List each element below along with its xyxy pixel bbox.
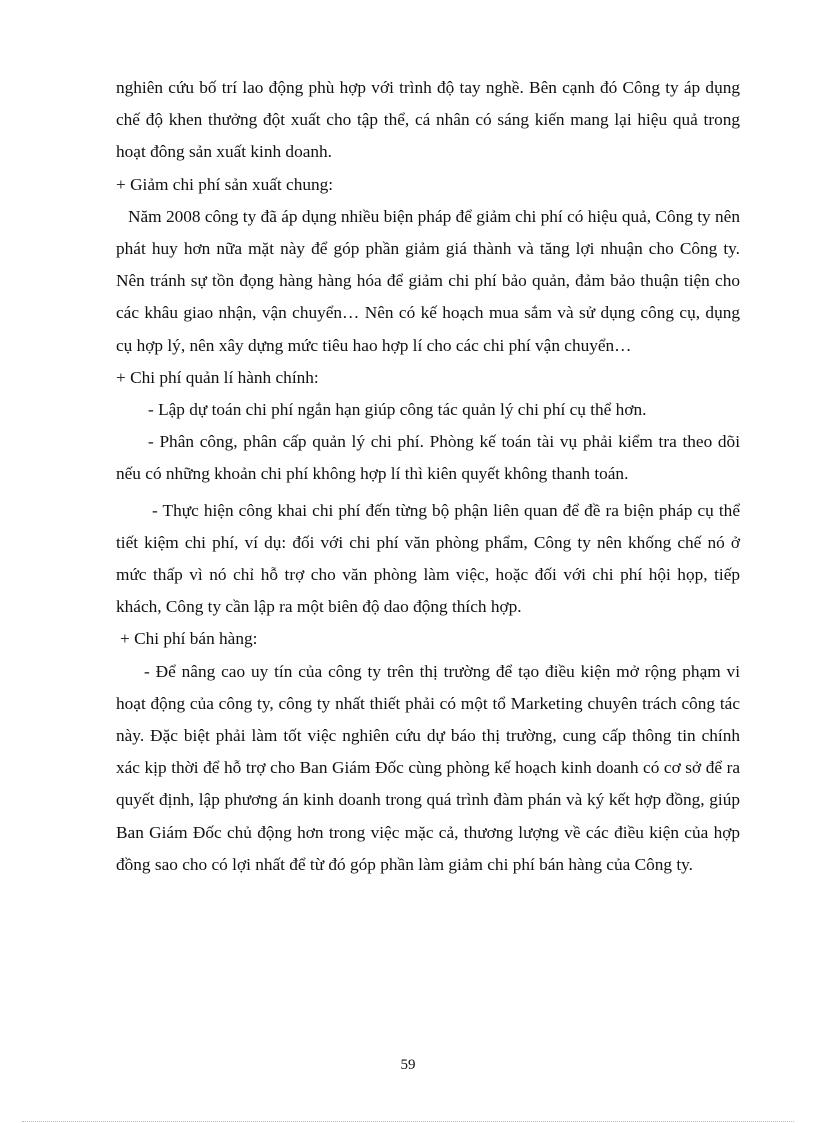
paragraph-continuation: nghiên cứu bố trí lao động phù hợp với trình độ tay nghề. Bên cạnh đó Công ty áp dụng chế độ khen thưởng đột xuất cho tập thể, cá nhân có sáng kiến mang lại hiệu quả trong hoạt đông sản xuất kinh doanh.	[116, 78, 740, 162]
paragraph-budget-estimate: - Lập dự toán chi phí ngắn hạn giúp công tác quản lý chi phí cụ thể hơn.	[148, 400, 647, 420]
paragraph-public-costs: - Thực hiện công khai chi phí đến từng bộ phận liên quan để đề ra biện pháp cụ thể tiết kiệm chi phí, ví dụ: đối với chi phí văn phòng phẩm, Công ty nên khống chế nó ở mức thấp vì nó chỉ hỗ trợ cho văn phòng làm việc, hoặc đối với chi phí hội họp, tiếp khách, Công ty cần lập ra một biên độ dao động thích hợp.	[116, 500, 740, 617]
heading-general-production-costs: + Giảm chi phí sản xuất chung:	[116, 174, 334, 194]
heading-selling-costs: + Chi phí bán hàng:	[120, 629, 258, 649]
page-number: 59	[400, 1057, 416, 1073]
body-text	[116, 72, 740, 881]
heading-administrative-costs: + Chi phí quản lí hành chính:	[116, 367, 319, 387]
paragraph-marketing: - Để nâng cao uy tín của công ty trên thị trường để tạo điều kiện mở rộng phạm vi hoạt động của công ty, công ty nhất thiết phải có một tổ Marketing chuyên trách công tác này. Đặc biệt phải làm tốt việc nghiên cứu dự báo thị trường, cung cấp thông tin chính xác kịp thời để hỗ trợ cho Ban Giám Đốc cùng phòng kế hoạch kinh doanh có cơ sở để ra quyết định, lập phương án kinh doanh trong quá trình đàm phán và ký kết hợp đồng, giúp Ban Giám Đốc chủ động hơn trong việc mặc cả, thương lượng về các điều kiện của hợp đồng sao cho có lợi nhất để từ đó góp phần làm giảm chi phí bán hàng của Công ty.	[116, 661, 740, 874]
paragraph-production-costs: Năm 2008 công ty đã áp dụng nhiều biện pháp để giảm chi phí có hiệu quả, Công ty nên phát huy hơn nữa mặt này để góp phần giảm giá thành và tăng lợi nhuận cho Công ty. Nên tránh sự tồn đọng hàng hàng hóa để giảm chi phí bảo quản, đảm bảo thuận tiện cho các khâu giao nhận, vận chuyển… Nên có kế hoạch mua sắm và sử dụng công cụ, dụng cụ hợp lý, nên xây dựng mức tiêu hao hợp lí cho các chi phí vận chuyển…	[116, 206, 740, 355]
footer-divider	[22, 1121, 794, 1122]
paragraph-cost-assignment: - Phân công, phân cấp quản lý chi phí. Phòng kế toán tài vụ phải kiểm tra theo dõi nếu có những khoản chi phí không hợp lí thì kiên quyết không thanh toán.	[116, 432, 740, 484]
